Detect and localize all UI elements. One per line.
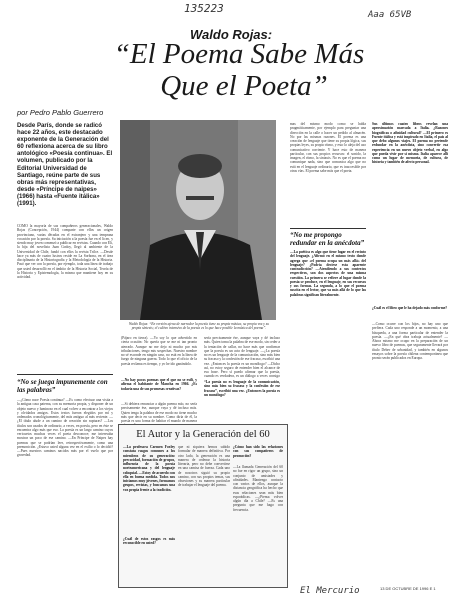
column-4-text: mas del mismo modo como se habla pragmáticamente, por ejemplo para preguntar una dirección en la calle o hacer un pedido al almacén. No por las mismas razones. El poema es una creación de lenguaje que tiene su propia lógica, sus propias leyes, su propio ritmo, y esto lo aleja del uso comunicativo corriente. Y hace esto de manera particular, con sus propios recursos: el sonido, la imagen, el ritmo, la sintaxis. No es que el poema no comunique nada, sino que comunica algo que no está en el lenguaje ordinario, que es inaccesible por otras vías. El poema sabe más que el poeta.	[290, 122, 366, 173]
column-4b-text: —La poética es algo que tiene lugar en el recinto del lenguaje. ¿Afirmó en el mismo texto donde agrega que «el poema ocupa un más allá» del lenguaje? ¿Podría decirse esta aparente contradicción? —Atendiendo a sus contextos respectivos, son dos aspectos de una misma cuestión. La primera se refiere al lugar donde la poesía se produce, en el lenguaje, en sus recursos y sus formas. La segunda, a lo que el poema suscita en el lector, que va más allá de lo que las palabras significan literalmente.	[290, 250, 366, 297]
column-3-question: “La poesía no es lenguaje de la comunicación, sino más bien su fracaso y la confesión de ese fracaso”, escribió una vez. ¿Entonces la poesía es un monólogo?	[204, 380, 280, 397]
handwritten-reference-right: Aaa 65VB	[368, 10, 412, 20]
column-5-question: ¿Cuál es el libro que le ha dejado más conforme?	[372, 306, 448, 310]
column-2-text: (Pájaro en tierra). —Yo soy lo que advertido en cierta ocasión: No quería que se me ni tan pronto aterrado. Aunque no me dejo ni mucho por mis tribulaciones, tengo mis sospechas. Nuestro nombre no sé esconde en ningún caso, no está en la línea de fuego de ninguna guerra. Todo lo que el oficio de la poesía reclama es tiempo, y yo he ido ganándolo.	[121, 336, 197, 366]
divider	[17, 374, 113, 375]
article-lead: Desde París, donde se radicó hace 22 años, este destacado exponente de la Generación del 60 reflexiona acerca de su libro antológico «Poesía continua». El volumen, publicado por la Editorial Universidad de Santiago, reúne parte de sus obras más representativas, desde «Príncipe de naipes» (1966) hasta «Fuente itálica» (1991).	[17, 122, 113, 208]
box-col1-lead: —La profesora Carmen Foxley constata rasgos comunes a los miembros de su generación: precocidad, formación de grupos, influencia de la poesía norteamericana y del lenguaje coloquial. —Estoy de acuerdo con ella en buena medida. Todos nos iniciamos muy jóvenes, formamos grupos, revistas, y buscamos una voz propia frente a la tradición.	[123, 445, 175, 492]
column-2-question: —No hay pocos poemas que el que no se exili, y afirma el habitante de Mancha en 1966. ¿Es todavía una de sus promesas creativas?	[121, 378, 197, 391]
handwritten-source: El Mercurio	[300, 586, 360, 596]
portrait-figure	[120, 120, 276, 320]
box-title: El Autor y la Generación del 60	[136, 429, 270, 440]
column-2b-text: —Si debiera renunciar a algún poema mío, no sería precisamente ése, aunque vaya y dé incluso más. Quien tenga la palabra de ese modo no tiene mucho más que decir en su nombre. Como diría de él, la poesía es una forma de habitar el mundo de manera	[121, 402, 197, 423]
box-col3-question: ¿Cómo han sido las relaciones con sus compañeros de promoción?	[233, 445, 283, 458]
page-footer: 13 DE OCTUBRE DE 1996 E 1	[380, 586, 436, 591]
subhead-anecdota: “No me propongo redundar en la anécdota”	[290, 231, 365, 247]
column-5b-text: —Como ocurre con los hijos, no hay uno que prefiera. Cada uno responde a un momento, a una búsqueda, a una forma particular de entender la poesía. —¿En qué obra trabaja actualmente? —Ahora mismo me ocupo en la preparación de un nuevo libro de poemas, que seguramente llevará por título Deber de urbanidad, y también en algunos ensayos sobre la poesía chilena contemporánea que pronto serán publicados en Europa.	[372, 322, 448, 360]
byline: por Pedro Pablo Guerrero	[17, 108, 104, 117]
divider	[290, 228, 366, 229]
sidebar-box	[118, 424, 288, 588]
column-5-text: Sus últimos cuatro libros revelan una aproximación marcada a Italia. ¿Razones biográficas o afinidad cultural? —El primero es Fuente itálica y está inspirado en Italia, el país al que debo algunos viajes. El poema no pretende redundar en la anécdota, sino convertir esa experiencia en un nuevo objeto verbal, en algo que pueda vivir por sí mismo. Italia aparece allí como un lugar de memoria, de cultura, de historia y también de afecto personal.	[372, 122, 448, 165]
article-kicker: Waldo Rojas:	[190, 27, 273, 42]
article-title-line1: “El Poema Sabe Más	[113, 38, 365, 70]
column-3-text: sería precisamente ése, aunque vaya y dé incluso más. Quien toma la palabra de ese modo, sin ceder a la tentación de callar, no hace más que confirmar que la poesía es un acto de lenguaje. —¿La poesía no es un lenguaje de la comunicación, sino más bien su fracaso y la confesión de ese fracaso, escribió una vez. ¿Entonces la poesía es un monólogo? —Dicho así, no estoy seguro de entender bien el alcance de esa frase. Pero sí puedo afirmar que la poesía, cuando es verdadera, es un diálogo a veces consigo	[204, 336, 280, 378]
box-col1-question: ¿Cuál de estos rasgos es más reconocible en usted?	[123, 537, 175, 546]
box-col3-text: —La llamada Generación del 60 no fue en rigor un grupo, sino un conjunto de amistades y afinidades. Mantengo contacto con varios de ellos, aunque la distancia geográfica ha hecho que esas relaciones sean más bien esporádicas. —¿Piensa volver algún día a Chile? —Es una pregunta que me hago con frecuencia.	[233, 465, 283, 512]
portrait-photo	[120, 120, 276, 320]
photo-caption: Waldo Rojas: “En versión ajena de narrador la poesía tiene su propia música, su propia voz y su propia síntesis; el cultivo intensivo de la poesía es lo que hace posible la música del poema”.	[129, 322, 269, 331]
column-1-text: COMO la mayoría de sus compañeros generacionales, Waldo Rojas (Concepción, 1944) comparte con ellos un origen provinciano, varias décadas en el extranjero y una temprana vocación por la poesía. Su iniciación a la poesía fue en el liceo, y siendo muy joven comenzó a publicar en revistas. Cuando con Eli, la hija del novelista Juan Godoy, llegó al ambiente de la Universidad de Chile, fundó con ellos la revista Trilce. —Desde hace ya más de cuatro lustros reside en La Sorbona, en el área disciplinaria de la Historiografía y la Metodología de la Historia. Pasó que ver con la poesía, por ejemplo, toda una línea de trabajo que usted desarrolló en el ámbito de la Historia Social, Teoría de la Historia y Epistemología, la misma que mantiene hoy en su actividad.	[17, 224, 113, 279]
column-1b-text: —¿Cómo nace Poesía continua? —Es como efectuar una visita a la antigua casa paterna, con su memoria propia, y disponer de un objeto nuevo y luminoso en el cual volver a encontrar a los viejos y olvidados amigos. Estos textos fueron elegidos por mí y ordenados cronológicamente, del más antiguo al más reciente. —¿El título alude a un camino de creación sin rupturas? —Los títulos son usados de ordinario, a veces, en poesía, pero en éste se encuentra algo más que eso. La poesía es un largo camino cuyos vericuetos muchas veces el poeta desconoce; me interesaba mostrar un poco de ese camino. —En Príncipe de Naipes hay poemas que se podrían leer, retrospectivamente, como una premonición. ¿Estuvo usted alguna vez en el exilio o lo decidió? —Pues nuestros caminos nacidos más por el vuelo que por gravedad.	[17, 398, 113, 458]
article-title-line2: Que el Poeta”	[160, 70, 328, 102]
box-col2-text: que ni siquiera hemos sabido formular de manera definitiva. Por otro lado, la generación es una manera de ordenar la historia literaria, pero no debe convertirse en una camisa de fuerza. Cada uno de nosotros siguió su propio camino, con sus propios temas, sus obsesiones y su manera particular de trabajar el lenguaje del poema.	[178, 445, 230, 488]
subhead-palabras: “No se juega impunemente con las palabras”	[17, 378, 108, 394]
handwritten-reference-top: 135223	[184, 2, 224, 15]
